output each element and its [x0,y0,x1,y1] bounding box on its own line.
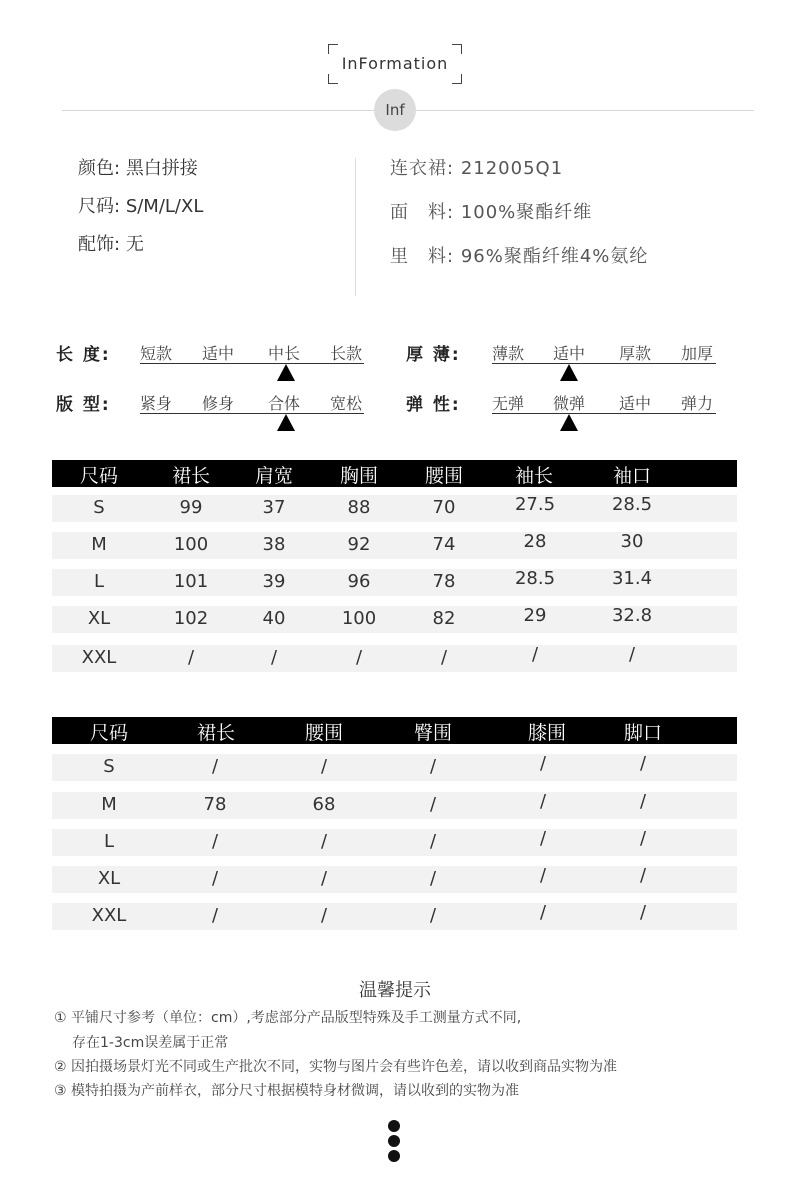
color-label: 颜色: [78,158,121,179]
elasticity-selected-marker-icon [560,414,578,431]
cell-shoulder: 38 [262,534,286,555]
dress-size-table [52,460,737,675]
size-label: 尺码: [78,196,121,217]
table-header [52,717,737,744]
cell-cuff: 32.8 [611,605,653,626]
elasticity-scale-label: 弹 性: [406,395,461,415]
style-number-value: 212005Q1 [460,158,564,179]
cell-hem: / [639,865,647,886]
thickness-option-extra-thick: 加厚 [681,344,714,363]
length-scale-label: 长 度: [56,345,111,365]
size-value: S/M/L/XL [125,196,204,217]
cell-waist: / [320,831,328,852]
color-value: 黑白拼接 [125,158,198,179]
cell-knee: / [539,902,547,923]
elasticity-option-medium: 适中 [619,394,652,413]
cell-hem: / [639,828,647,849]
cell-size: XXL [91,905,127,926]
cell-skirt-length: / [211,831,219,852]
fit-option-slim: 修身 [202,394,235,413]
cell-dress-length: / [187,647,195,668]
elasticity-option-none: 无弹 [492,394,525,413]
decorative-dot-icon [388,1135,400,1147]
cell-dress-length: 101 [173,571,209,592]
note-measurement: ① 平铺尺寸参考（单位：cm）,考虑部分产品版型特殊及手工测量方式不同, [54,1010,522,1026]
elasticity-scale-line [492,413,716,414]
thickness-selected-marker-icon [560,364,578,381]
cell-waist: 70 [432,497,456,518]
length-option-long: 长款 [330,344,363,363]
thickness-option-thick: 厚款 [619,344,652,363]
header-sleeve-length: 袖长 [514,465,553,487]
table-row [52,495,737,522]
thickness-scale-label: 厚 薄: [406,345,461,365]
skirt-size-table [52,717,737,932]
table-row [52,903,737,930]
thickness-option-medium: 适中 [553,344,586,363]
cell-skirt-length: / [211,756,219,777]
cell-waist: 74 [432,534,456,555]
cell-size: M [91,534,107,555]
header-shoulder: 肩宽 [254,465,293,487]
cell-size: S [103,756,115,777]
header-cuff: 袖口 [612,465,651,487]
cell-hip: / [429,794,437,815]
fit-option-regular: 合体 [268,394,301,413]
cell-skirt-length: / [211,905,219,926]
length-selected-marker-icon [277,364,295,381]
cell-sleeve-length: / [531,644,539,665]
cell-size: XXL [81,647,117,668]
cell-cuff: 28.5 [611,494,653,515]
information-title: InFormation [341,54,449,73]
cell-shoulder: 39 [262,571,286,592]
info-column-divider [355,158,356,296]
lining-value: 96%聚酯纤维4%氨纶 [460,246,649,267]
cell-shoulder: 37 [262,497,286,518]
cell-waist: / [320,905,328,926]
fit-scale-line [140,413,364,414]
style-number-label: 连衣裙: [390,158,455,179]
cell-waist: / [320,868,328,889]
header-hem: 脚口 [623,722,662,744]
cell-knee: / [539,865,547,886]
header-hip: 臀围 [413,722,452,744]
fabric-label: 面 料: [390,202,455,223]
fit-selected-marker-icon [277,414,295,431]
fit-option-tight: 紧身 [140,394,173,413]
cell-waist: 82 [432,608,456,629]
fabric-attribute [390,198,592,224]
cell-hip: / [429,831,437,852]
cell-cuff: 30 [620,531,644,552]
header-size: 尺码 [79,465,118,487]
header-knee: 膝围 [527,722,566,744]
table-row [52,866,737,893]
decorative-dot-icon [388,1150,400,1162]
fabric-value: 100%聚酯纤维 [460,202,593,223]
lining-label: 里 料: [390,246,455,267]
information-title-frame [328,44,462,84]
table-row [52,645,737,672]
cell-waist: / [320,756,328,777]
table-row [52,829,737,856]
note-measurement-continued: 存在1-3cm误差属于正常 [72,1035,229,1051]
cell-shoulder: / [270,647,278,668]
cell-dress-length: 99 [179,497,203,518]
frame-corner-top-right [452,44,462,54]
fit-option-loose: 宽松 [330,394,363,413]
cell-dress-length: 100 [173,534,209,555]
table-header [52,460,737,487]
cell-cuff: / [628,644,636,665]
cell-hip: / [429,868,437,889]
cell-size: S [93,497,105,518]
cell-waist: 78 [432,571,456,592]
cell-sleeve-length: 28 [523,531,547,552]
cell-size: M [101,794,117,815]
cell-skirt-length: 78 [203,794,227,815]
cell-bust: 96 [347,571,371,592]
elasticity-option-slight: 微弹 [553,394,586,413]
header-waist: 腰围 [304,722,343,744]
cell-bust: 92 [347,534,371,555]
lining-attribute [390,242,648,268]
cell-sleeve-length: 27.5 [514,494,556,515]
accessory-attribute [78,230,144,256]
cell-bust: 88 [347,497,371,518]
cell-knee: / [539,791,547,812]
cell-waist: / [440,647,448,668]
cell-knee: / [539,753,547,774]
cell-knee: / [539,828,547,849]
cell-size: L [93,571,105,592]
cell-waist: 68 [312,794,336,815]
color-attribute [78,154,198,180]
header-size: 尺码 [89,722,128,744]
table-row [52,754,737,781]
style-number-attribute [390,154,563,180]
decorative-dot-icon [388,1120,400,1132]
cell-size: L [103,831,115,852]
table-row [52,569,737,596]
cell-bust: 100 [341,608,377,629]
header-waist: 腰围 [424,465,463,487]
notes-title: 温馨提示 [359,980,431,1001]
fit-scale-label: 版 型: [56,395,111,415]
cell-bust: / [355,647,363,668]
inf-badge: Inf [374,89,416,131]
cell-shoulder: 40 [262,608,286,629]
length-option-midi: 中长 [268,344,301,363]
table-row [52,532,737,559]
cell-sleeve-length: 29 [523,605,547,626]
table-row [52,606,737,633]
length-option-medium: 适中 [202,344,235,363]
accessory-label: 配饰: [78,234,121,255]
cell-hem: / [639,791,647,812]
frame-corner-bottom-left [328,74,338,84]
note-model-sample: ③ 模特拍摄为产前样衣，部分尺寸根据模特身材微调，请以收到的实物为准 [54,1083,519,1099]
size-attribute [78,192,203,218]
cell-hem: / [639,753,647,774]
cell-hip: / [429,905,437,926]
header-dress-length: 裙长 [171,465,210,487]
accessory-value: 无 [125,234,144,255]
cell-hip: / [429,756,437,777]
cell-cuff: 31.4 [611,568,653,589]
elasticity-option-stretch: 弹力 [681,394,714,413]
length-option-short: 短款 [140,344,173,363]
thickness-option-thin: 薄款 [492,344,525,363]
header-bust: 胸围 [339,465,378,487]
cell-hem: / [639,902,647,923]
cell-skirt-length: / [211,868,219,889]
thickness-scale-line [492,363,716,364]
cell-size: XL [87,608,111,629]
table-row [52,792,737,819]
frame-corner-bottom-right [452,74,462,84]
length-scale-line [140,363,364,364]
cell-dress-length: 102 [173,608,209,629]
note-color-difference: ② 因拍摄场景灯光不同或生产批次不同，实物与图片会有些许色差，请以收到商品实物为准 [54,1059,617,1075]
frame-corner-top-left [328,44,338,54]
cell-sleeve-length: 28.5 [514,568,556,589]
header-skirt-length: 裙长 [196,722,235,744]
cell-size: XL [97,868,121,889]
